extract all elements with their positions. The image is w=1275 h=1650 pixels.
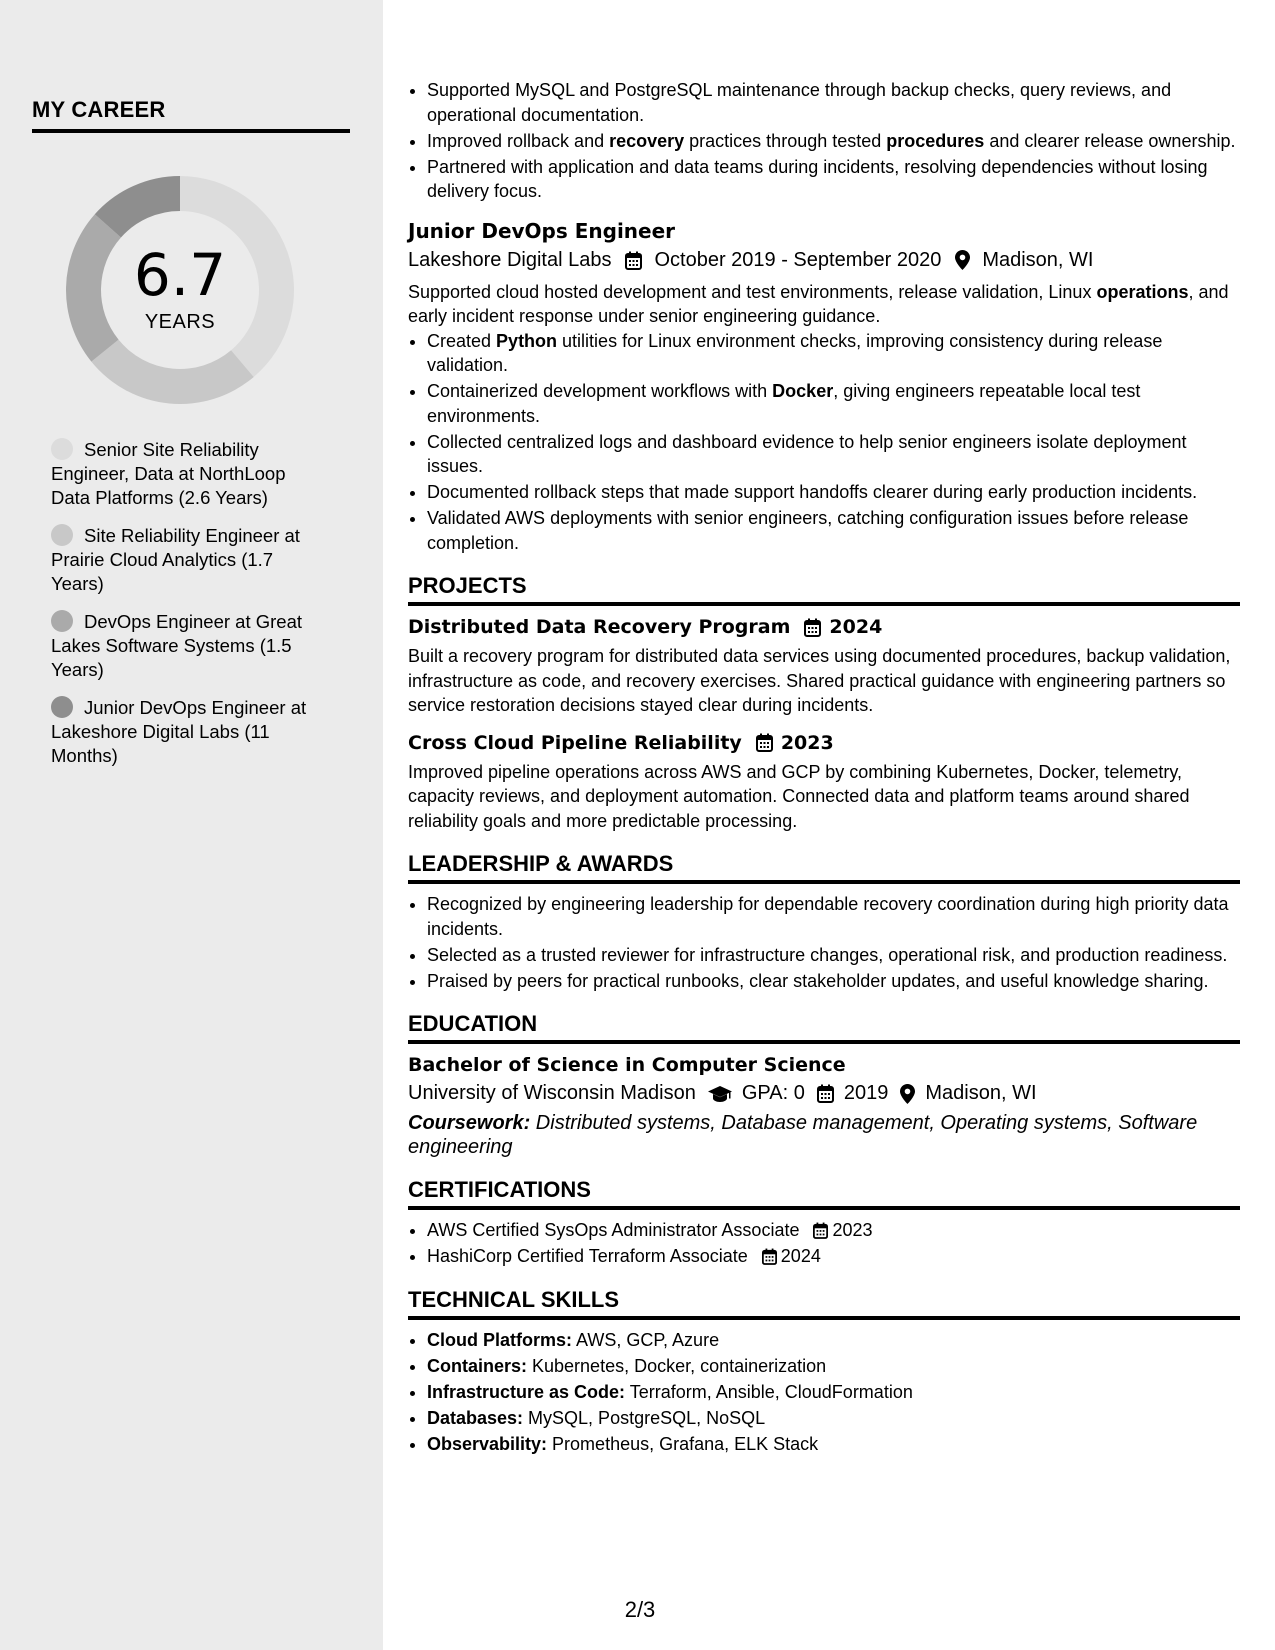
list-item [427,1244,1240,1269]
list-item: • Selected as a trusted reviewer for infrastructure changes, operational risk, and production readiness. [427,943,1240,968]
bullet-text: Supported MySQL and PostgreSQL maintenance through backup checks, query reviews, and operational documentation. [427,80,1172,125]
project-description: Improved pipeline operations across AWS and GCP by combining Kubernetes, Docker, telemetry, capacity reviews, and deployment automation. Connected data and platform teams around shared reliability goals and more predictable processing. [408,761,1190,831]
list-item [427,480,1240,505]
list-item [427,1218,1240,1243]
coursework-list: Distributed systems, Database management, Operating systems, Software engineering [408,1112,1198,1158]
skill-category: Observability: [427,1433,548,1454]
calendar-icon [804,618,821,637]
cert-year: 2023 [832,1220,873,1240]
projects-heading: PROJECTS [408,573,1240,606]
location-pin-icon [900,1084,915,1104]
main-content [408,78,1240,1458]
gpa: GPA: 0 [741,1082,805,1104]
legend-label: Site Reliability Engineer at Prairie Cloud Analytics (1.7 Years) [51,525,300,594]
legend-item [51,696,313,768]
summary-keyword: operations [1096,281,1189,302]
list-item [427,1328,1240,1353]
legend-label: Junior DevOps Engineer at Lakeshore Digital Labs (11 Months) [51,697,307,766]
project-description: Built a recovery program for distributed data services using documented procedures, backup validation, infrastructure as code, and recovery exercises. Shared practical guidance with engineering partners so service restoration decisions stayed clear during incidents. [408,646,1231,715]
legend-item [51,610,313,682]
project-entry [408,732,1240,834]
job-dates: October 2019 - September 2020 [654,248,942,271]
education-heading: EDUCATION [408,1011,1240,1044]
page-number: 2/3 [624,1597,656,1622]
bullet-keyword: procedures [886,130,985,151]
skill-category: Databases: [427,1407,524,1428]
bullet-keyword: Docker [772,381,834,401]
legend-dot [51,438,73,460]
cert-name: • HashiCorp Certified Terraform Associate [427,1246,748,1266]
list-item: • Recognized by engineering leadership for dependable recovery coordination during high priority data incidents. [427,892,1240,941]
skill-values: Terraform, Ansible, CloudFormation [625,1381,913,1402]
bullet-text: practices through tested [684,130,887,151]
sidebar [0,0,383,1650]
donut-slice [91,340,253,404]
bullet-text: utilities for Linux environment checks, improving consistency during release validation. [427,330,1163,375]
bullet-text: Partnered with application and data teams during incidents, resolving dependencies without losing delivery focus. [427,156,1208,201]
project-title-row [408,616,1240,638]
bullet-keyword: Python [496,330,558,351]
project-year: 2023 [780,731,834,754]
job-meta [408,249,1240,272]
calendar-icon [762,1248,777,1265]
calendar-icon [813,1222,828,1239]
summary-text: Supported cloud hosted development and test environments, release validation, Linux [408,281,1097,302]
list-item [427,155,1240,204]
certifications-heading: CERTIFICATIONS [408,1177,1240,1210]
bullet-text: Validated AWS deployments with senior engineers, catching configuration issues before release completion. [427,508,1189,553]
skill-category: Infrastructure as Code: [427,1381,626,1402]
bullet-text: Documented rollback steps that made support handoffs clearer during early production incidents. [427,482,1198,502]
list-item [427,1432,1240,1457]
bullet-keyword: recovery [609,130,685,151]
leadership-list [408,892,1240,993]
skill-values: Kubernetes, Docker, containerization [527,1355,827,1376]
legend-label: Senior Site Reliability Engineer, Data at NorthLoop Data Platforms (2.6 Years) [51,439,286,508]
legend-dot [51,610,73,632]
list-item [427,78,1240,127]
list-item [427,329,1240,378]
skills-list [408,1328,1240,1457]
career-total-unit: YEARS [144,311,216,333]
education-meta [408,1082,1240,1105]
project-entry [408,616,1240,718]
project-title: Cross Cloud Pipeline Reliability [408,731,742,754]
calendar-icon [625,251,642,270]
list-item [427,379,1240,428]
location-pin-icon [955,250,970,270]
bullet-text: Created [427,330,497,351]
skill-category: Cloud Platforms: [427,1329,573,1350]
skill-values: MySQL, PostgreSQL, NoSQL [523,1407,766,1428]
certifications-list [408,1218,1240,1269]
degree-title: Bachelor of Science in Computer Science [408,1054,846,1076]
job-location: Madison, WI [982,248,1094,271]
legend-dot [51,696,73,718]
bullet-text: Containerized development workflows with [427,381,773,401]
bullet-text: and clearer release ownership. [984,130,1236,151]
skill-values: AWS, GCP, Azure [572,1329,720,1350]
project-title: Distributed Data Recovery Program [408,616,791,638]
skill-category: Containers: [427,1355,528,1376]
graduation-cap-icon [708,1085,732,1103]
cert-row [427,1244,821,1269]
graduation-year: 2019 [843,1082,889,1104]
job-bullets [408,329,1240,556]
coursework-label: Coursework: [408,1112,531,1134]
calendar-icon [756,733,773,752]
calendar-icon [817,1084,834,1103]
coursework [408,1111,1240,1159]
job-summary [408,280,1240,329]
summary-text: , and early incident response under senior engineering guidance. [408,281,1229,326]
legend-item [51,438,313,510]
legend-dot [51,524,73,546]
list-item [427,506,1240,555]
skills-heading: TECHNICAL SKILLS [408,1287,1240,1320]
job-company: Lakeshore Digital Labs [408,248,612,271]
legend-item [51,524,313,596]
career-total-years: 6.7 [133,241,227,309]
career-title: MY CAREER [32,97,350,133]
career-legend [51,438,313,782]
leadership-heading: LEADERSHIP & AWARDS [408,851,1240,884]
bullet-text: Collected centralized logs and dashboard evidence to help senior engineers isolate deployment issues. [427,431,1187,476]
list-item [427,1406,1240,1431]
bullet-text: , giving engineers repeatable local test environments. [427,381,1141,426]
previous-job-bullets [408,78,1240,204]
job-title: Junior DevOps Engineer [408,218,676,243]
list-item [427,1380,1240,1405]
list-item [427,129,1240,154]
project-title-row [408,732,1240,754]
list-item [427,430,1240,479]
school-name: University of Wisconsin Madison [408,1082,696,1104]
cert-name: • AWS Certified SysOps Administrator Associate [427,1220,800,1240]
school-location: Madison, WI [925,1082,1037,1104]
legend-label: DevOps Engineer at Great Lakes Software Systems (1.5 Years) [51,611,302,680]
cert-year: 2024 [780,1246,821,1266]
project-year: 2024 [829,616,883,638]
bullet-text: Improved rollback and [427,130,610,151]
cert-row [427,1218,873,1243]
list-item [427,1354,1240,1379]
skill-values: Prometheus, Grafana, ELK Stack [547,1433,819,1454]
list-item: • Praised by peers for practical runbooks, clear stakeholder updates, and useful knowledge sharing. [427,969,1240,994]
